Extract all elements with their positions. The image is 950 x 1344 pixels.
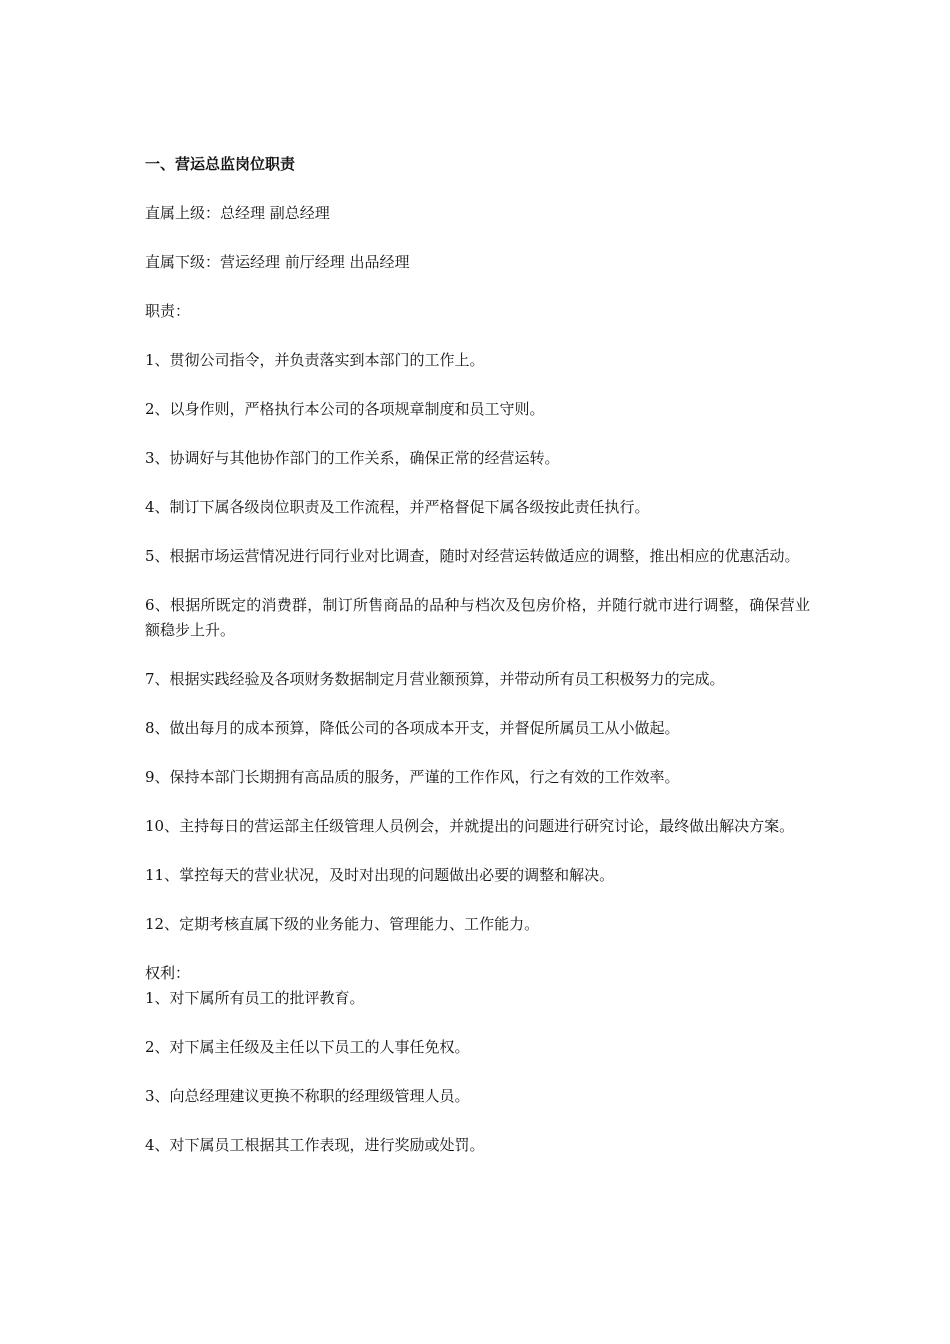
subordinate-line: 直属下级：营运经理 前厅经理 出品经理 bbox=[145, 253, 410, 271]
duty-item: 11、掌控每天的营业状况，及时对出现的问题做出必要的调整和解决。 bbox=[145, 866, 615, 884]
right-item: 4、对下属员工根据其工作表现，进行奖励或处罚。 bbox=[145, 1136, 485, 1154]
superior-line: 直属上级：总经理 副总经理 bbox=[145, 204, 330, 222]
duties-label: 职责： bbox=[145, 302, 191, 320]
duty-item: 6、根据所既定的消费群，制订所售商品的品种与档次及包房价格，并随行就市进行调整，确保营业额稳步上升。 bbox=[145, 596, 810, 639]
right-item: 2、对下属主任级及主任以下员工的人事任免权。 bbox=[145, 1038, 470, 1056]
rights-label: 权利： bbox=[145, 964, 191, 982]
duty-item: 5、根据市场运营情况进行同行业对比调查，随时对经营运转做适应的调整，推出相应的优惠活动。 bbox=[145, 547, 800, 565]
duty-item: 4、制订下属各级岗位职责及工作流程，并严格督促下属各级按此责任执行。 bbox=[145, 498, 650, 516]
duty-item: 1、贯彻公司指令，并负责落实到本部门的工作上。 bbox=[145, 351, 485, 369]
duty-item: 3、协调好与其他协作部门的工作关系，确保正常的经营运转。 bbox=[145, 449, 560, 467]
duty-item: 10、主持每日的营运部主任级管理人员例会，并就提出的问题进行研究讨论，最终做出解决方案。 bbox=[145, 817, 795, 835]
duty-item: 8、做出每月的成本预算，降低公司的各项成本开支，并督促所属员工从小做起。 bbox=[145, 719, 680, 737]
duty-item: 9、保持本部门长期拥有高品质的服务，严谨的工作作风，行之有效的工作效率。 bbox=[145, 768, 680, 786]
duty-item: 12、定期考核直属下级的业务能力、管理能力、工作能力。 bbox=[145, 915, 540, 933]
duty-item: 7、根据实践经验及各项财务数据制定月营业额预算，并带动所有员工积极努力的完成。 bbox=[145, 670, 725, 688]
duty-item: 2、以身作则，严格执行本公司的各项规章制度和员工守则。 bbox=[145, 400, 545, 418]
right-item: 1、对下属所有员工的批评教育。 bbox=[145, 989, 365, 1007]
section-heading: 一、营运总监岗位职责 bbox=[145, 155, 296, 173]
document-body bbox=[145, 152, 810, 1182]
right-item: 3、向总经理建议更换不称职的经理级管理人员。 bbox=[145, 1087, 470, 1105]
